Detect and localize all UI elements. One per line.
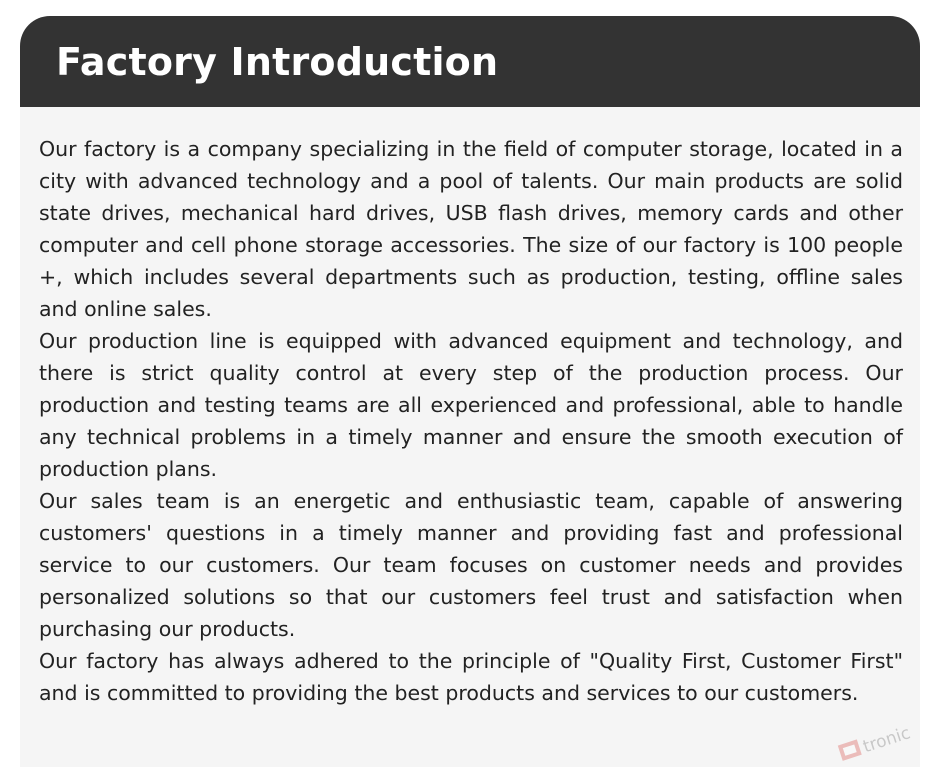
paragraph-principle: Our factory has always adhered to the principle of "Quality First, Customer First" and is committed to providing the best products and services to our customers. <box>39 649 903 705</box>
content-panel <box>20 107 920 767</box>
page-title: Factory Introduction <box>56 40 499 84</box>
factory-intro-card <box>20 16 920 767</box>
svg-text:tronic: tronic <box>860 723 913 758</box>
paragraph-sales-team: Our sales team is an energetic and enthusiastic team, capable of answering customers' questions in a timely manner and providing fast and professional service to our customers. Our team focuses on customer needs and provides personalized solutions so that our customers feel trust and satisfaction when purchasing our products. <box>39 489 903 641</box>
paragraph-company-overview: Our factory is a company specializing in the field of computer storage, located in a city with advanced technology and a pool of talents. Our main products are solid state drives, mechanical hard drives, USB flash drives, memory cards and other computer and cell phone storage accessories. The size of our factory is 100 people +, which includes several departments such as production, testing, offline sales and online sales. <box>39 137 903 321</box>
paragraph-production-line: Our production line is equipped with advanced equipment and technology, and there is strict quality control at every step of the production process. Our production and testing teams are all experienced and professional, able to handle any technical problems in a timely manner and ensure the smooth execution of production plans. <box>39 329 903 481</box>
body-text <box>39 133 903 709</box>
header-bar <box>20 16 920 107</box>
